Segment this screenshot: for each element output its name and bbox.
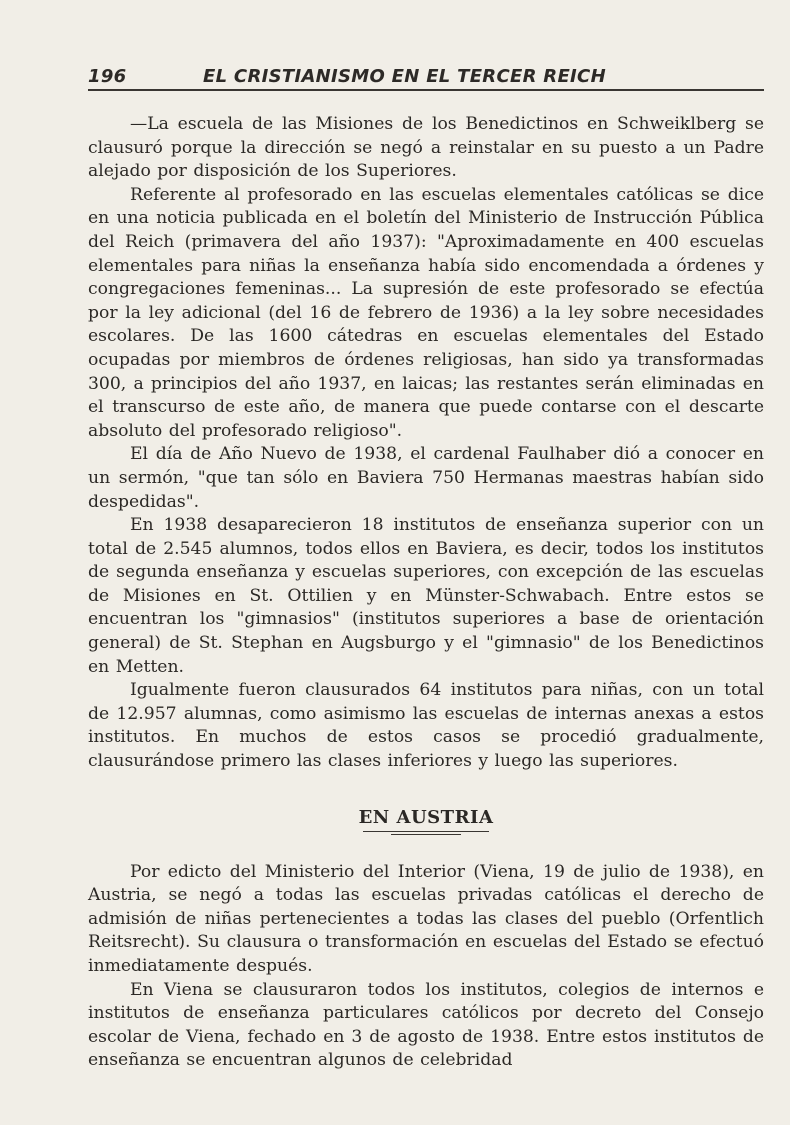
paragraph: —La escuela de las Misiones de los Benedictinos en Schweiklberg se clausuró porque la dirección se negó a reinstalar en su puesto a un Padre alejado por disposición de los Superiores. bbox=[88, 114, 764, 182]
section-title-underline-short bbox=[391, 834, 461, 835]
paragraph: En Viena se clausuraron todos los institutos, colegios de internos e institutos de enseñanza particulares católicos por decreto del Consejo escolar de Viena, fechado en 3 de agosto de 1938. Entre estos institutos de enseñanza se encuentran algunos de celebridad bbox=[88, 979, 764, 1071]
paragraph: Referente al profesorado en las escuelas elementales católicas se dice en una noticia publicada en el boletín del Ministerio de Instrucción Pública del Reich (primavera del año 1937): "Aproximadamente en 400 escuelas elementales para niñas la enseñanza había sido encomendada a órdenes y congregaciones femeninas... La supresión de este profesorado se efectúa por la ley adicional (del 16 de febrero de 1936) a la ley sobre necesidades escolares. De las 1600 cátedras en escuelas elementales del Estado ocupadas por miembros de órdenes religiosas, han sido ya transformadas 300, a principios del año 1937, en laicas; las restantes serán eliminadas en el transcurso de este año, de manera que puede contarse con el descarte absoluto del profesorado religioso". bbox=[88, 184, 764, 441]
running-title: EL CRISTIANISMO EN EL TERCER REICH bbox=[203, 66, 606, 87]
paragraph: En 1938 desaparecieron 18 institutos de enseñanza superior con un total de 2.545 alumnos, todos ellos en Baviera, es decir, todos los institutos de segunda enseñanza y escuelas superiores, con excepción de las escuelas de Misiones en St. Ottilien y en Münster-Schwabach. Entre estos se encuentran los "gimnasios" (institutos superiores a base de orientación general) de St. Stephan en Augsburgo y el "gimnasio" de los Benedictinos en Metten. bbox=[88, 515, 764, 677]
header-rule bbox=[88, 89, 764, 91]
paragraph: El día de Año Nuevo de 1938, el cardenal Faulhaber dió a conocer en un sermón, "que tan sólo en Baviera 750 Hermanas maestras habían sido despedidas". bbox=[88, 444, 764, 512]
section-body bbox=[88, 861, 764, 1073]
book-page bbox=[88, 58, 764, 90]
paragraph: Igualmente fueron clausurados 64 institutos para niñas, con un total de 12.957 alumnas, como asimismo las escuelas de internas anexas a estos institutos. En muchos de estos casos se procedió gradualmente, clausurándose primero las clases inferiores y luego las superiores. bbox=[88, 680, 764, 772]
paragraph: Por edicto del Ministerio del Interior (Viena, 19 de julio de 1938), en Austria, se negó a todas las escuelas privadas católicas el derecho de admisión de niñas pertenecientes a todas las clases del pueblo (Orfentlich Reitsrecht). Su clausura o transformación en escuelas del Estado se efectuó inmediatamente después. bbox=[88, 861, 764, 976]
section-title-underline bbox=[363, 831, 489, 832]
page-number: 196 bbox=[88, 66, 127, 87]
running-header bbox=[88, 58, 764, 90]
body-text bbox=[88, 113, 764, 1073]
section-title: EN AUSTRIA bbox=[358, 806, 494, 828]
